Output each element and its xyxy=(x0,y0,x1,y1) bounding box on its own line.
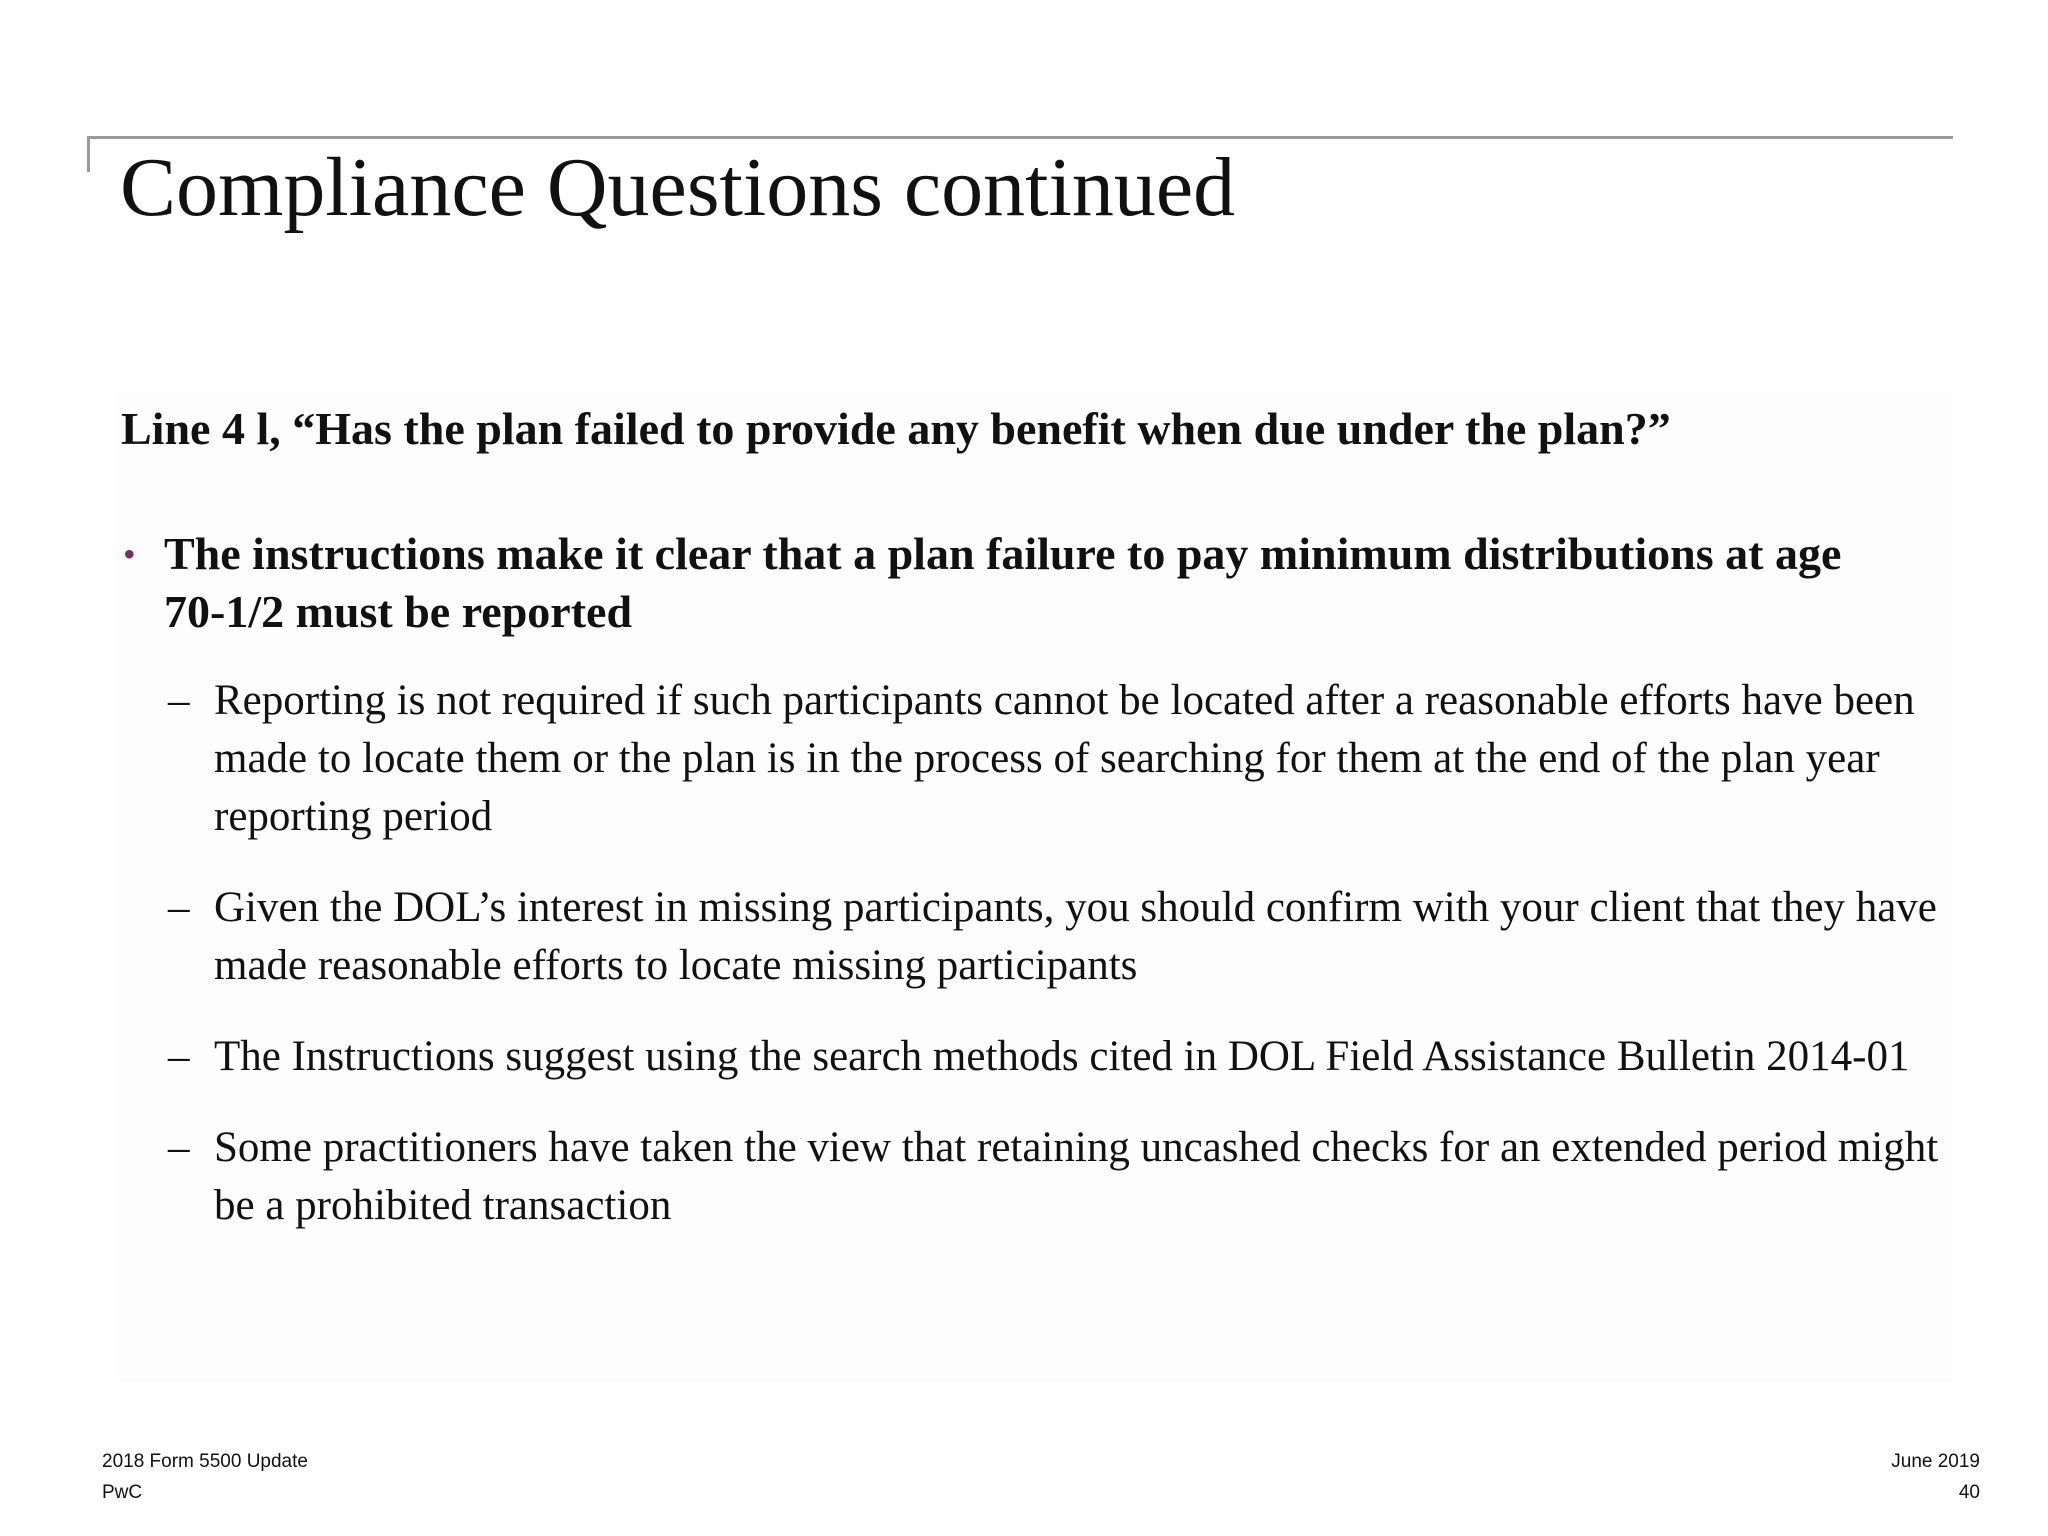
footer-date: June 2019 xyxy=(1891,1451,1980,1472)
bullet-marker: • xyxy=(123,534,136,574)
dash-marker: – xyxy=(168,1124,190,1171)
footer-page-number: 40 xyxy=(1958,1482,1980,1503)
sub-bullet-text: Some practitioners have taken the view that retaining uncashed checks for an extended period might be a prohibited transaction xyxy=(214,1124,1939,1229)
dash-marker: – xyxy=(168,884,190,931)
dash-marker: – xyxy=(168,1033,190,1080)
sub-bullet-list xyxy=(168,672,1958,1268)
footer-presentation-name: 2018 Form 5500 Update xyxy=(102,1451,308,1472)
footer-company: PwC xyxy=(102,1482,143,1503)
slide-title: Compliance Questions continued xyxy=(120,141,1236,234)
bullet-text: The instructions make it clear that a plan failure to pay minimum distributions at age 70-1/2 must be reported xyxy=(164,528,1842,637)
bullet-item xyxy=(121,525,1911,641)
sub-bullet-item xyxy=(168,1119,1958,1235)
dash-marker: – xyxy=(168,677,190,724)
sub-bullet-item xyxy=(168,879,1958,995)
sub-bullet-item xyxy=(168,672,1958,846)
sub-bullet-text: Reporting is not required if such participants cannot be located after a reasonable efforts have been made to locate them or the plan is in the process of searching for them at the end of the plan year reporting period xyxy=(214,677,1915,840)
sub-bullet-text: The Instructions suggest using the search methods cited in DOL Field Assistance Bulletin 2014-01 xyxy=(214,1033,1910,1080)
title-rule-tick xyxy=(87,136,90,172)
sub-bullet-text: Given the DOL’s interest in missing participants, you should confirm with your client that they have made reasonable efforts to locate missing participants xyxy=(214,884,1937,989)
sub-bullet-item xyxy=(168,1028,1958,1086)
title-rule xyxy=(87,136,1953,139)
lead-question: Line 4 l, “Has the plan failed to provide any benefit when due under the plan?” xyxy=(121,403,1671,454)
